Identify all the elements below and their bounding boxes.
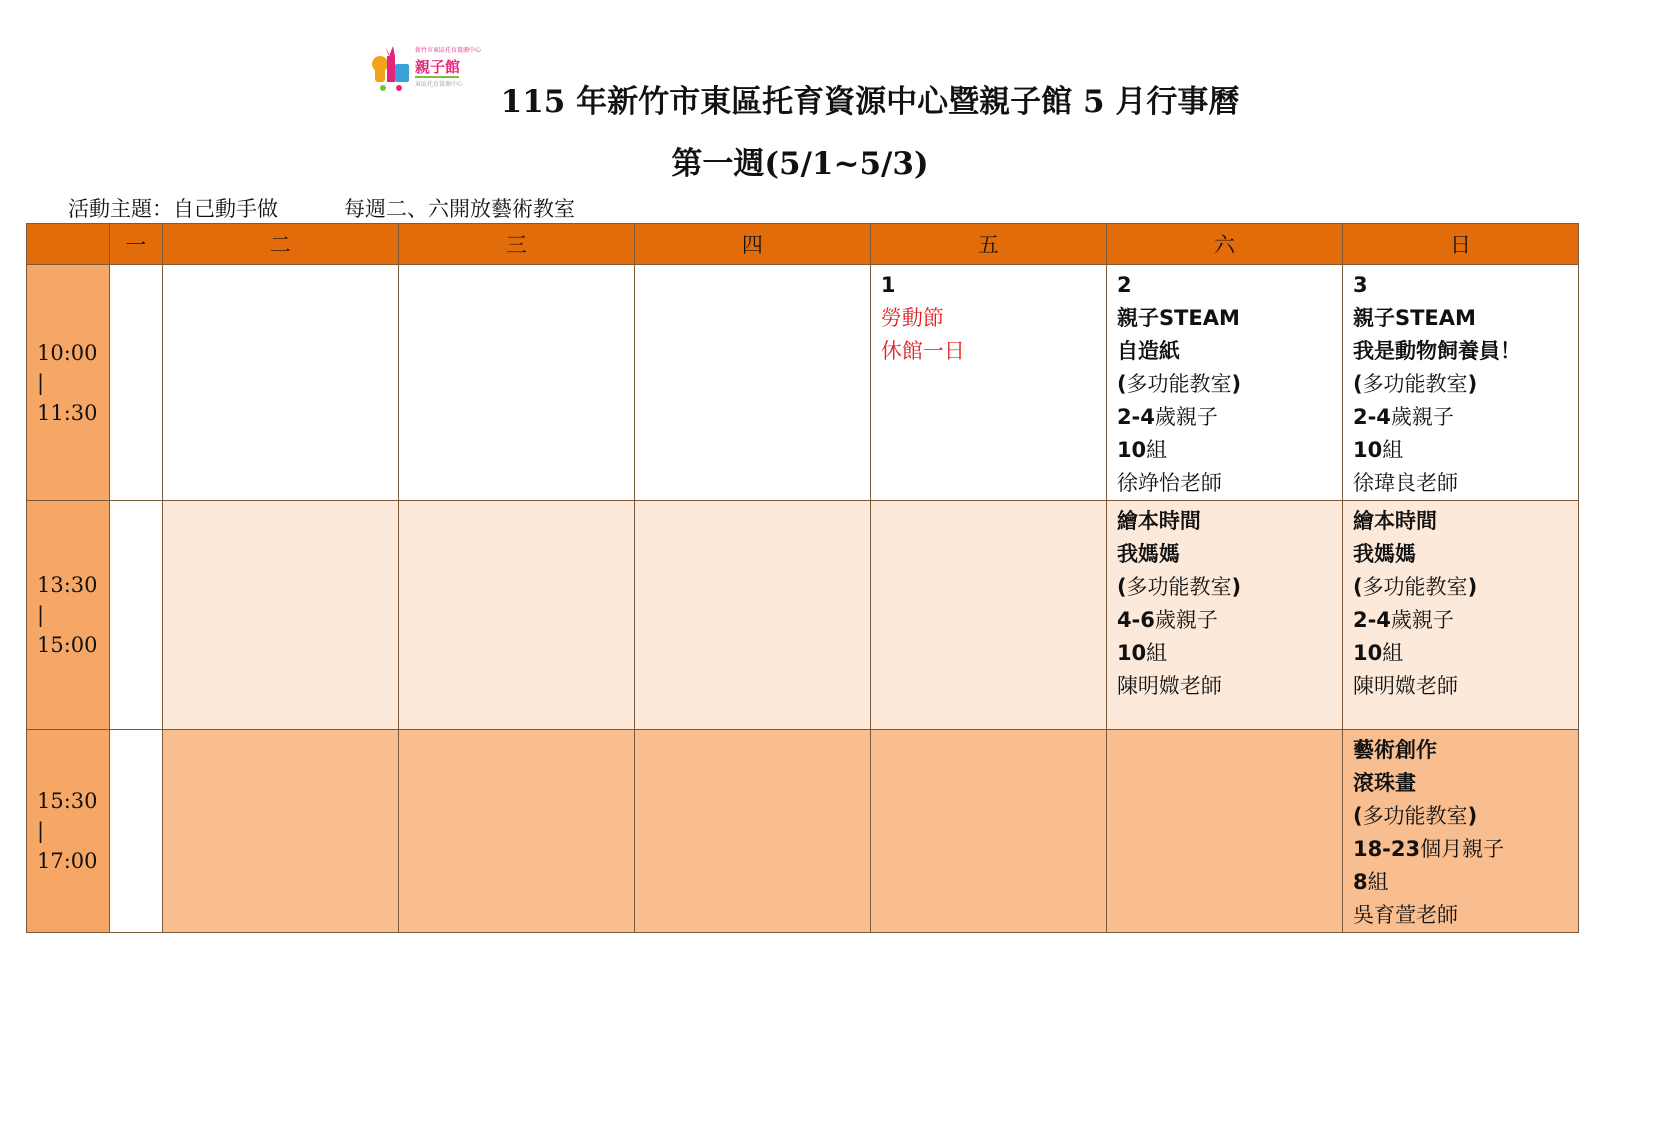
- event-teacher: 陳明媺老師: [1352, 674, 1458, 698]
- event-title: 繪本時間: [1116, 509, 1201, 533]
- event-sub: 滾珠畫: [1352, 771, 1416, 795]
- age-text: 歲親子: [1390, 405, 1454, 429]
- event-title-a: 親子: [1116, 306, 1159, 330]
- cell-sun: [1342, 730, 1578, 933]
- time-end: 17:00: [37, 849, 98, 873]
- event-room: [1117, 368, 1332, 401]
- header-corner: [27, 224, 110, 265]
- time-start: 10:00: [37, 340, 98, 365]
- age-num: 2-4: [1352, 405, 1391, 429]
- day-number: 3: [1352, 273, 1368, 297]
- header-mon: 一: [109, 224, 162, 265]
- group-num: 10: [1116, 438, 1147, 462]
- header-sat: 六: [1106, 224, 1342, 265]
- event-room: [1353, 571, 1568, 604]
- group-num: 10: [1352, 641, 1383, 665]
- cell-fri: [870, 730, 1106, 933]
- event-room: [1353, 368, 1568, 401]
- room: 多功能教室: [1126, 372, 1232, 396]
- header-sun: 日: [1342, 224, 1578, 265]
- week-title: 第一週(5/1~5/3): [671, 146, 929, 182]
- page-title: 115 年新竹市東區托育資源中心暨親子館 5 月行事曆: [500, 84, 1240, 120]
- event-age: [1353, 604, 1568, 637]
- time-row-1: [27, 265, 1579, 501]
- event-teacher: 徐竫怡老師: [1116, 471, 1222, 495]
- time-end: 11:30: [37, 400, 98, 425]
- logo-name: 親子館: [415, 58, 461, 76]
- time-sep: |: [37, 370, 45, 395]
- event-age: [1353, 833, 1568, 866]
- event-groups: [1353, 434, 1568, 467]
- room: 多功能教室: [1362, 575, 1468, 599]
- event-groups: [1117, 637, 1332, 670]
- age-text: 歲親子: [1390, 608, 1454, 632]
- paren: (: [1116, 575, 1127, 599]
- time-sep: |: [37, 819, 45, 843]
- group-num: 10: [1352, 438, 1383, 462]
- paren: ): [1467, 804, 1478, 828]
- event-teacher: 陳明媺老師: [1116, 674, 1222, 698]
- event-teacher: 徐瑋良老師: [1352, 471, 1458, 495]
- paren: ): [1231, 575, 1242, 599]
- cell-mon: [109, 730, 162, 933]
- cell-fri: [870, 501, 1106, 730]
- cell-wed: [398, 265, 634, 501]
- time-start: 13:30: [37, 573, 98, 597]
- cell-thu: [634, 501, 870, 730]
- cell-sun: [1342, 265, 1578, 501]
- paren: ): [1231, 372, 1242, 396]
- logo-bottom-text: 東區托育資源中心: [415, 81, 464, 88]
- event-title: 繪本時間: [1352, 509, 1437, 533]
- holiday-note: 休館一日: [880, 339, 965, 363]
- event-groups: [1353, 866, 1568, 899]
- age-num: 2-4: [1116, 405, 1155, 429]
- room: 多功能教室: [1362, 372, 1468, 396]
- time-start: 15:30: [37, 789, 98, 813]
- time-row-3: [27, 730, 1579, 933]
- paren: ): [1467, 372, 1478, 396]
- logo-top-text: 新竹市東區托育資源中心: [415, 47, 482, 54]
- cell-sun: [1342, 501, 1578, 730]
- subtitle-line: [68, 193, 575, 223]
- day-number: 2: [1116, 273, 1132, 297]
- time-row-2: [27, 501, 1579, 730]
- cell-sat: [1106, 501, 1342, 730]
- time-sep: |: [37, 603, 45, 627]
- time-slot-1: [27, 265, 110, 501]
- event-room: [1117, 571, 1332, 604]
- event-title-a: 親子: [1352, 306, 1395, 330]
- event-sub: 我媽媽: [1116, 542, 1180, 566]
- theme-text: 活動主題：自己動手做: [68, 197, 278, 221]
- holiday-name: 勞動節: [880, 306, 944, 330]
- event-sub: 我媽媽: [1352, 542, 1416, 566]
- group-num: 10: [1116, 641, 1147, 665]
- event-age: [1353, 401, 1568, 434]
- room: 多功能教室: [1126, 575, 1232, 599]
- cell-wed: [398, 501, 634, 730]
- event-groups: [1117, 434, 1332, 467]
- age-num: 4-6: [1116, 608, 1155, 632]
- group-text: 組: [1367, 870, 1389, 894]
- header-tue: 二: [162, 224, 398, 265]
- cell-fri: [870, 265, 1106, 501]
- event-age: [1117, 604, 1332, 637]
- event-sub: 自造紙: [1116, 339, 1180, 363]
- age-text: 歲親子: [1154, 608, 1218, 632]
- cell-sat: [1106, 730, 1342, 933]
- group-text: 組: [1146, 641, 1168, 665]
- event-title-b: STEAM: [1394, 306, 1476, 330]
- age-num: 18-23: [1352, 837, 1421, 861]
- cell-mon: [109, 265, 162, 501]
- event-title: [1353, 302, 1568, 335]
- paren: ): [1467, 575, 1478, 599]
- cell-tue: [162, 730, 398, 933]
- event-age: [1117, 401, 1332, 434]
- event-groups: [1353, 637, 1568, 670]
- group-text: 組: [1382, 438, 1404, 462]
- event-sub: 我是動物飼養員！: [1352, 339, 1521, 363]
- group-num: 8: [1352, 870, 1368, 894]
- time-end: 15:00: [37, 633, 98, 657]
- cell-thu: [634, 265, 870, 501]
- cell-tue: [162, 501, 398, 730]
- cell-mon: [109, 501, 162, 730]
- calendar-table: [26, 223, 1579, 933]
- cell-wed: [398, 730, 634, 933]
- time-slot-3: [27, 730, 110, 933]
- group-text: 組: [1382, 641, 1404, 665]
- event-title-b: STEAM: [1158, 306, 1240, 330]
- age-num: 2-4: [1352, 608, 1391, 632]
- header-row: [27, 224, 1579, 265]
- paren: (: [1352, 804, 1363, 828]
- paren: (: [1352, 575, 1363, 599]
- cell-tue: [162, 265, 398, 501]
- age-text: 歲親子: [1154, 405, 1218, 429]
- event-room: [1353, 800, 1568, 833]
- cell-thu: [634, 730, 870, 933]
- group-text: 組: [1146, 438, 1168, 462]
- room: 多功能教室: [1362, 804, 1468, 828]
- paren: (: [1352, 372, 1363, 396]
- time-slot-2: [27, 501, 110, 730]
- cell-sat: [1106, 265, 1342, 501]
- age-text: 個月親子: [1420, 837, 1505, 861]
- header-fri: 五: [870, 224, 1106, 265]
- day-number: 1: [880, 273, 896, 297]
- header-wed: 三: [398, 224, 634, 265]
- art-room-note: 每週二、六開放藝術教室: [344, 197, 575, 221]
- event-title: 藝術創作: [1352, 738, 1437, 762]
- event-teacher: 吳育萱老師: [1352, 903, 1458, 927]
- event-title: [1117, 302, 1332, 335]
- header-thu: 四: [634, 224, 870, 265]
- paren: (: [1116, 372, 1127, 396]
